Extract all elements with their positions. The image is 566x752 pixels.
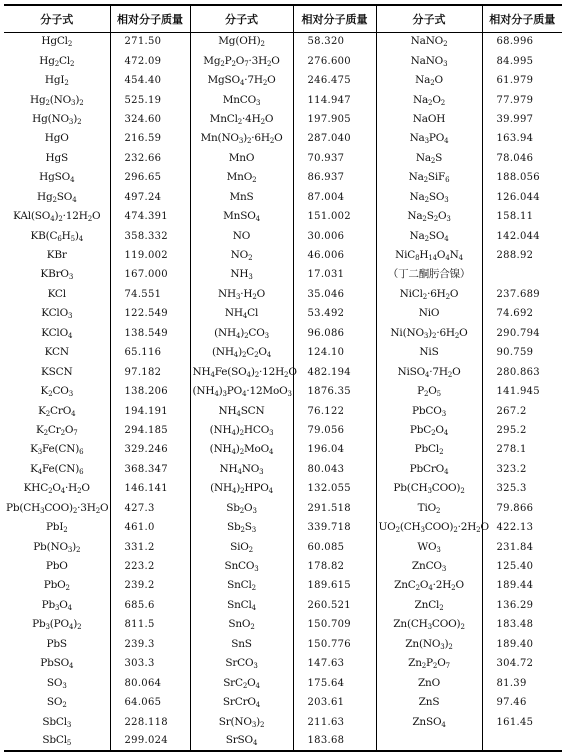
formula-cell: $(NH_4)_2CO_3$ [190, 324, 293, 343]
formula-cell: NaNO$_2$ [376, 32, 482, 51]
formula-cell: $MnCl_2\cdot 4H_2O$ [190, 110, 293, 129]
formula-cell: PbI$_2$ [45, 521, 68, 535]
mass-cell: 161.45 [482, 712, 562, 731]
formula-cell: $Pb(CH_3COO)_2$ [376, 479, 482, 498]
mass-cell: 189.44 [482, 576, 562, 595]
formula-cell: $Mg(OH)_2$ [190, 32, 293, 51]
formula-cell: PbCO$_3$ [376, 401, 482, 420]
mass-cell: 239.2 [110, 576, 190, 595]
formula-cell: $Ni(NO_3)_2\cdot 6H_2O$ [376, 324, 482, 343]
mass-cell: 158.11 [482, 207, 562, 226]
mass-cell: 141.945 [482, 382, 562, 401]
formula-cell: PbSO$_4$ [40, 657, 74, 671]
mass-cell: 482.194 [293, 362, 376, 381]
mass-cell: 163.94 [482, 129, 562, 148]
mass-cell: 260.521 [293, 596, 376, 615]
mass-cell: 68.996 [482, 32, 562, 51]
mass-cell: 147.63 [293, 654, 376, 673]
mass-cell: 132.055 [293, 479, 376, 498]
formula-cell: $Pb(NO_3)_2$ [33, 540, 81, 554]
mass-cell: 183.68 [293, 732, 376, 751]
formula-cell: KClO$_3$ [41, 307, 73, 321]
formula-cell: $Hg(NO_3)_2$ [32, 112, 82, 126]
formula-cell: SrCO$_3$ [190, 654, 293, 673]
table-row [4, 304, 562, 323]
mass-header-1: 相对分子质量 [110, 5, 190, 32]
mass-cell: 64.065 [110, 693, 190, 712]
formula-cell: $PbC_2O_4$ [376, 421, 482, 440]
mass-cell: 203.61 [293, 693, 376, 712]
mass-cell: 80.064 [110, 673, 190, 692]
formula-cell: $SO_2$ [46, 696, 67, 710]
mass-cell: 167.000 [110, 265, 190, 284]
table-row [4, 343, 562, 362]
formula-cell: SnCl$_4$ [190, 596, 293, 615]
mass-cell: 216.59 [110, 129, 190, 148]
mass-cell: 461.0 [110, 518, 190, 537]
formula-cell: $SrC_2O_4$ [190, 673, 293, 692]
mass-cell: 472.09 [110, 51, 190, 70]
formula-cell: HgO [44, 132, 69, 145]
formula-cell: $NiSO_4\cdot 7H_2O$ [376, 362, 482, 381]
mass-cell: 58.320 [293, 32, 376, 51]
mass-cell: 358.332 [110, 226, 190, 245]
formula-cell: $Mg_2P_2O_7\cdot 3H_2O$ [190, 51, 293, 70]
mass-cell: 811.5 [110, 615, 190, 634]
mass-cell: 126.044 [482, 188, 562, 207]
mass-cell: 150.776 [293, 635, 376, 654]
mass-cell: 525.19 [110, 90, 190, 109]
mass-cell: 178.82 [293, 557, 376, 576]
mass-cell: 97.182 [110, 362, 190, 381]
mass-cell: 303.3 [110, 654, 190, 673]
formula-cell: MnS [190, 188, 293, 207]
table-row [4, 518, 562, 537]
table-row [4, 265, 562, 284]
formula-cell: SnS [190, 635, 293, 654]
mass-cell: 331.2 [110, 537, 190, 556]
formula-cell: SbCl$_5$ [4, 732, 110, 751]
molecular-mass-table [4, 4, 562, 752]
formula-cell: PbO$_2$ [43, 579, 70, 593]
mass-cell: 280.863 [482, 362, 562, 381]
mass-cell: 474.391 [110, 207, 190, 226]
mass-cell: 189.40 [482, 635, 562, 654]
formula-cell: $P_2O_5$ [376, 382, 482, 401]
formula-cell: $(NH_4)_2HPO_4$ [190, 479, 293, 498]
mass-cell: 228.118 [110, 712, 190, 731]
mass-cell: 271.50 [110, 32, 190, 51]
formula-cell: SnO$_2$ [190, 615, 293, 634]
formula-cell: $UO_2(CH_3COO)_2\cdot 2H_2O$ [376, 518, 482, 537]
formula-cell: $NH_3\cdot H_2O$ [190, 285, 293, 304]
mass-cell: 124.10 [293, 343, 376, 362]
mass-cell: 278.1 [482, 440, 562, 459]
mass-cell: 61.979 [482, 71, 562, 90]
formula-cell: $NiCl_2\cdot 6H_2O$ [376, 285, 482, 304]
mass-cell: 136.29 [482, 596, 562, 615]
mass-cell: 17.031 [293, 265, 376, 284]
formula-cell: $Na_2S$ [376, 149, 482, 168]
mass-cell: 454.40 [110, 71, 190, 90]
mass-cell: 1876.35 [293, 382, 376, 401]
table-row [4, 32, 562, 51]
header-row [4, 5, 562, 32]
formula-header-1: 分子式 [4, 5, 110, 32]
mass-cell: 74.551 [110, 285, 190, 304]
formula-cell: $(NH_4)_3PO_4\cdot 12MoO_3$ [190, 382, 293, 401]
table-row [4, 285, 562, 304]
formula-cell: $Sb_2S_3$ [190, 518, 293, 537]
formula-cell: $NiC_8H_{14}O_4N_4$ [376, 246, 482, 265]
table-row [4, 732, 562, 751]
formula-cell: $KAl(SO_4)_2\cdot 12H_2O$ [13, 210, 101, 224]
formula-cell: $ZnC_2O_4\cdot 2H_2O$ [376, 576, 482, 595]
formula-cell: HgSO$_4$ [39, 171, 75, 185]
mass-cell: 287.040 [293, 129, 376, 148]
formula-cell: ZnS [376, 693, 482, 712]
mass-cell: 150.709 [293, 615, 376, 634]
table-row [4, 596, 562, 615]
formula-header-2: 分子式 [190, 5, 293, 32]
mass-cell: 422.13 [482, 518, 562, 537]
table-row [4, 129, 562, 148]
formula-cell: $K_3Fe(CN)_6$ [30, 443, 84, 457]
table-row [4, 188, 562, 207]
formula-cell: $KB(C_6H_5)_4$ [30, 229, 84, 243]
formula-cell: KCl [47, 287, 66, 300]
formula-cell: $KHC_2O_4\cdot H_2O$ [23, 482, 90, 496]
mass-cell: 304.72 [482, 654, 562, 673]
mass-cell: 276.600 [293, 51, 376, 70]
formula-cell: $Hg_2Cl_2$ [39, 54, 75, 68]
table-header [4, 5, 562, 32]
formula-header-3: 分子式 [376, 5, 482, 32]
formula-cell: MnSO$_4$ [190, 207, 293, 226]
mass-cell: 96.086 [293, 324, 376, 343]
mass-cell: 211.63 [293, 712, 376, 731]
formula-cell: ZnCl$_2$ [376, 596, 482, 615]
mass-cell: 497.24 [110, 188, 190, 207]
table-row [4, 382, 562, 401]
formula-cell: PbS [46, 637, 67, 650]
mass-cell: 76.122 [293, 401, 376, 420]
formula-cell: KCN [44, 346, 69, 359]
formula-cell: $Na_2O$ [376, 71, 482, 90]
formula-cell: $NH_4SCN$ [190, 401, 293, 420]
formula-cell: PbCl$_2$ [376, 440, 482, 459]
formula-cell: $K_4Fe(CN)_6$ [30, 462, 84, 476]
formula-cell: $NH_4NO_3$ [190, 460, 293, 479]
formula-cell: $WO_3$ [376, 537, 482, 556]
formula-cell: $Sb_2O_3$ [190, 499, 293, 518]
mass-cell: 30.006 [293, 226, 376, 245]
table-row [4, 71, 562, 90]
formula-cell: NaNO$_3$ [376, 51, 482, 70]
mass-header-2: 相对分子质量 [293, 5, 376, 32]
formula-cell: $Pb_3(PO_4)_2$ [32, 618, 82, 632]
table-row [4, 246, 562, 265]
mass-cell: 324.60 [110, 110, 190, 129]
mass-cell: 39.997 [482, 110, 562, 129]
formula-cell: SnCl$_2$ [190, 576, 293, 595]
mass-cell: 294.185 [110, 421, 190, 440]
formula-cell: $SO_3$ [46, 676, 67, 690]
mass-cell: 246.475 [293, 71, 376, 90]
formula-cell: $Na_2SO_3$ [376, 188, 482, 207]
mass-cell [482, 732, 562, 751]
table-row [4, 421, 562, 440]
mass-cell: 80.043 [293, 460, 376, 479]
table-row [4, 460, 562, 479]
mass-cell: 86.937 [293, 168, 376, 187]
mass-cell: 151.002 [293, 207, 376, 226]
formula-cell: $Na_3PO_4$ [376, 129, 482, 148]
formula-cell: $Na_2SO_4$ [376, 226, 482, 245]
mass-cell: 194.191 [110, 401, 190, 420]
formula-cell: KClO$_4$ [41, 326, 73, 340]
formula-cell: NO [190, 226, 293, 245]
mass-cell: 119.002 [110, 246, 190, 265]
formula-cell: $Na_2SiF_6$ [376, 168, 482, 187]
mass-cell: 97.46 [482, 693, 562, 712]
mass-cell: 138.549 [110, 324, 190, 343]
table-row [4, 324, 562, 343]
mass-cell: 183.48 [482, 615, 562, 634]
mass-cell: 175.64 [293, 673, 376, 692]
formula-cell: HgS [45, 151, 68, 164]
mass-cell: 232.66 [110, 149, 190, 168]
mass-cell: 299.024 [110, 732, 190, 751]
formula-cell: $Mn(NO_3)_2\cdot 6H_2O$ [190, 129, 293, 148]
formula-cell: $(NH_4)_2HCO_3$ [190, 421, 293, 440]
table-row [4, 537, 562, 556]
formula-cell: SrSO$_4$ [190, 732, 293, 751]
formula-cell: $Pb(CH_3COO)_2\cdot 3H_2O$ [6, 501, 109, 515]
mass-cell: 87.004 [293, 188, 376, 207]
table-body [4, 32, 562, 751]
mass-cell: 65.116 [110, 343, 190, 362]
formula-cell: $(NH_4)_2MoO_4$ [190, 440, 293, 459]
formula-cell: SnCO$_3$ [190, 557, 293, 576]
formula-cell: SrCrO$_4$ [190, 693, 293, 712]
formula-cell: ZnO [376, 673, 482, 692]
mass-cell: 78.046 [482, 149, 562, 168]
formula-cell: $Hg_2(NO_3)_2$ [30, 93, 84, 107]
formula-cell: NiO [376, 304, 482, 323]
table-row [4, 499, 562, 518]
table-row [4, 673, 562, 692]
table-row [4, 362, 562, 381]
table-row [4, 149, 562, 168]
mass-cell: 74.692 [482, 304, 562, 323]
formula-cell: $Zn(NO_3)_2$ [376, 635, 482, 654]
formula-cell: （丁二酮肟合镍） [376, 265, 482, 284]
formula-cell: $NO_2$ [190, 246, 293, 265]
mass-cell: 325.3 [482, 479, 562, 498]
mass-cell: 146.141 [110, 479, 190, 498]
formula-cell: TiO$_2$ [376, 499, 482, 518]
formula-cell: $(NH_4)_2C_2O_4$ [190, 343, 293, 362]
formula-cell: $K_2Cr_2O_7$ [35, 423, 78, 437]
formula-cell: PbO [45, 560, 68, 573]
formula-cell: $NH_4Fe(SO_4)_2\cdot 12H_2O$ [190, 362, 293, 381]
mass-cell: 323.2 [482, 460, 562, 479]
table-row [4, 615, 562, 634]
mass-cell: 79.866 [482, 499, 562, 518]
formula-cell: ZnCO$_3$ [376, 557, 482, 576]
formula-cell: $Hg_2SO_4$ [37, 190, 77, 204]
formula-cell: ZnSO$_4$ [376, 712, 482, 731]
formula-cell: $K_2CrO_4$ [38, 404, 76, 418]
formula-cell: HgCl$_2$ [41, 35, 73, 49]
table-row [4, 90, 562, 109]
table-row [4, 401, 562, 420]
mass-cell: 114.947 [293, 90, 376, 109]
mass-cell: 291.518 [293, 499, 376, 518]
mass-header-3: 相对分子质量 [482, 5, 562, 32]
formula-cell: $Zn(CH_3COO)_2$ [376, 615, 482, 634]
table-row [4, 51, 562, 70]
formula-cell: NiS [376, 343, 482, 362]
table-row [4, 479, 562, 498]
formula-cell: PbCrO$_4$ [376, 460, 482, 479]
mass-cell: 267.2 [482, 401, 562, 420]
mass-cell: 239.3 [110, 635, 190, 654]
mass-cell: 46.006 [293, 246, 376, 265]
formula-cell: MnO$_2$ [190, 168, 293, 187]
table-row [4, 440, 562, 459]
mass-cell: 685.6 [110, 596, 190, 615]
table-row [4, 693, 562, 712]
formula-cell: $NH_3$ [190, 265, 293, 284]
table-row [4, 635, 562, 654]
table-row [4, 110, 562, 129]
formula-cell: HgI$_2$ [44, 74, 69, 88]
mass-cell: 90.759 [482, 343, 562, 362]
mass-cell: 296.65 [110, 168, 190, 187]
table-row [4, 226, 562, 245]
mass-cell: 125.40 [482, 557, 562, 576]
mass-cell: 339.718 [293, 518, 376, 537]
table-row [4, 168, 562, 187]
formula-cell: KBrO$_3$ [40, 268, 74, 282]
mass-cell: 122.549 [110, 304, 190, 323]
mass-cell: 70.937 [293, 149, 376, 168]
mass-cell: 53.492 [293, 304, 376, 323]
formula-cell: $MgSO_4\cdot 7H_2O$ [190, 71, 293, 90]
table-row [4, 712, 562, 731]
formula-cell: $K_2CO_3$ [40, 385, 73, 399]
formula-cell: SiO$_2$ [190, 537, 293, 556]
formula-cell: $Sr(NO_3)_2$ [190, 712, 293, 731]
mass-cell: 188.056 [482, 168, 562, 187]
formula-cell: MnO [190, 149, 293, 168]
mass-cell: 197.905 [293, 110, 376, 129]
mass-cell: 77.979 [482, 90, 562, 109]
mass-cell: 142.044 [482, 226, 562, 245]
formula-cell: $Zn_2P_2O_7$ [376, 654, 482, 673]
mass-cell: 427.3 [110, 499, 190, 518]
formula-cell: MnCO$_3$ [190, 90, 293, 109]
table-row [4, 557, 562, 576]
table-row [4, 654, 562, 673]
mass-cell: 84.995 [482, 51, 562, 70]
mass-cell: 81.39 [482, 673, 562, 692]
mass-cell: 368.347 [110, 460, 190, 479]
mass-cell: 223.2 [110, 557, 190, 576]
mass-cell: 329.246 [110, 440, 190, 459]
formula-cell: KBr [46, 249, 67, 262]
mass-cell: 189.615 [293, 576, 376, 595]
mass-cell: 196.04 [293, 440, 376, 459]
table-row [4, 576, 562, 595]
mass-cell: 231.84 [482, 537, 562, 556]
formula-cell: SbCl$_3$ [42, 715, 72, 729]
table-row [4, 207, 562, 226]
mass-cell: 79.056 [293, 421, 376, 440]
formula-cell: $Na_2O_2$ [376, 90, 482, 109]
formula-cell: $Na_2S_2O_3$ [376, 207, 482, 226]
mass-cell: 237.689 [482, 285, 562, 304]
mass-cell [482, 265, 562, 284]
mass-cell: 138.206 [110, 382, 190, 401]
formula-cell: $NH_4Cl$ [190, 304, 293, 323]
mass-cell: 290.794 [482, 324, 562, 343]
formula-cell: $Pb_3O_4$ [41, 598, 72, 612]
mass-cell: 60.085 [293, 537, 376, 556]
formula-cell [376, 732, 482, 751]
formula-cell: KSCN [41, 365, 73, 378]
mass-cell: 295.2 [482, 421, 562, 440]
mass-cell: 288.92 [482, 246, 562, 265]
mass-cell: 35.046 [293, 285, 376, 304]
formula-cell: NaOH [376, 110, 482, 129]
